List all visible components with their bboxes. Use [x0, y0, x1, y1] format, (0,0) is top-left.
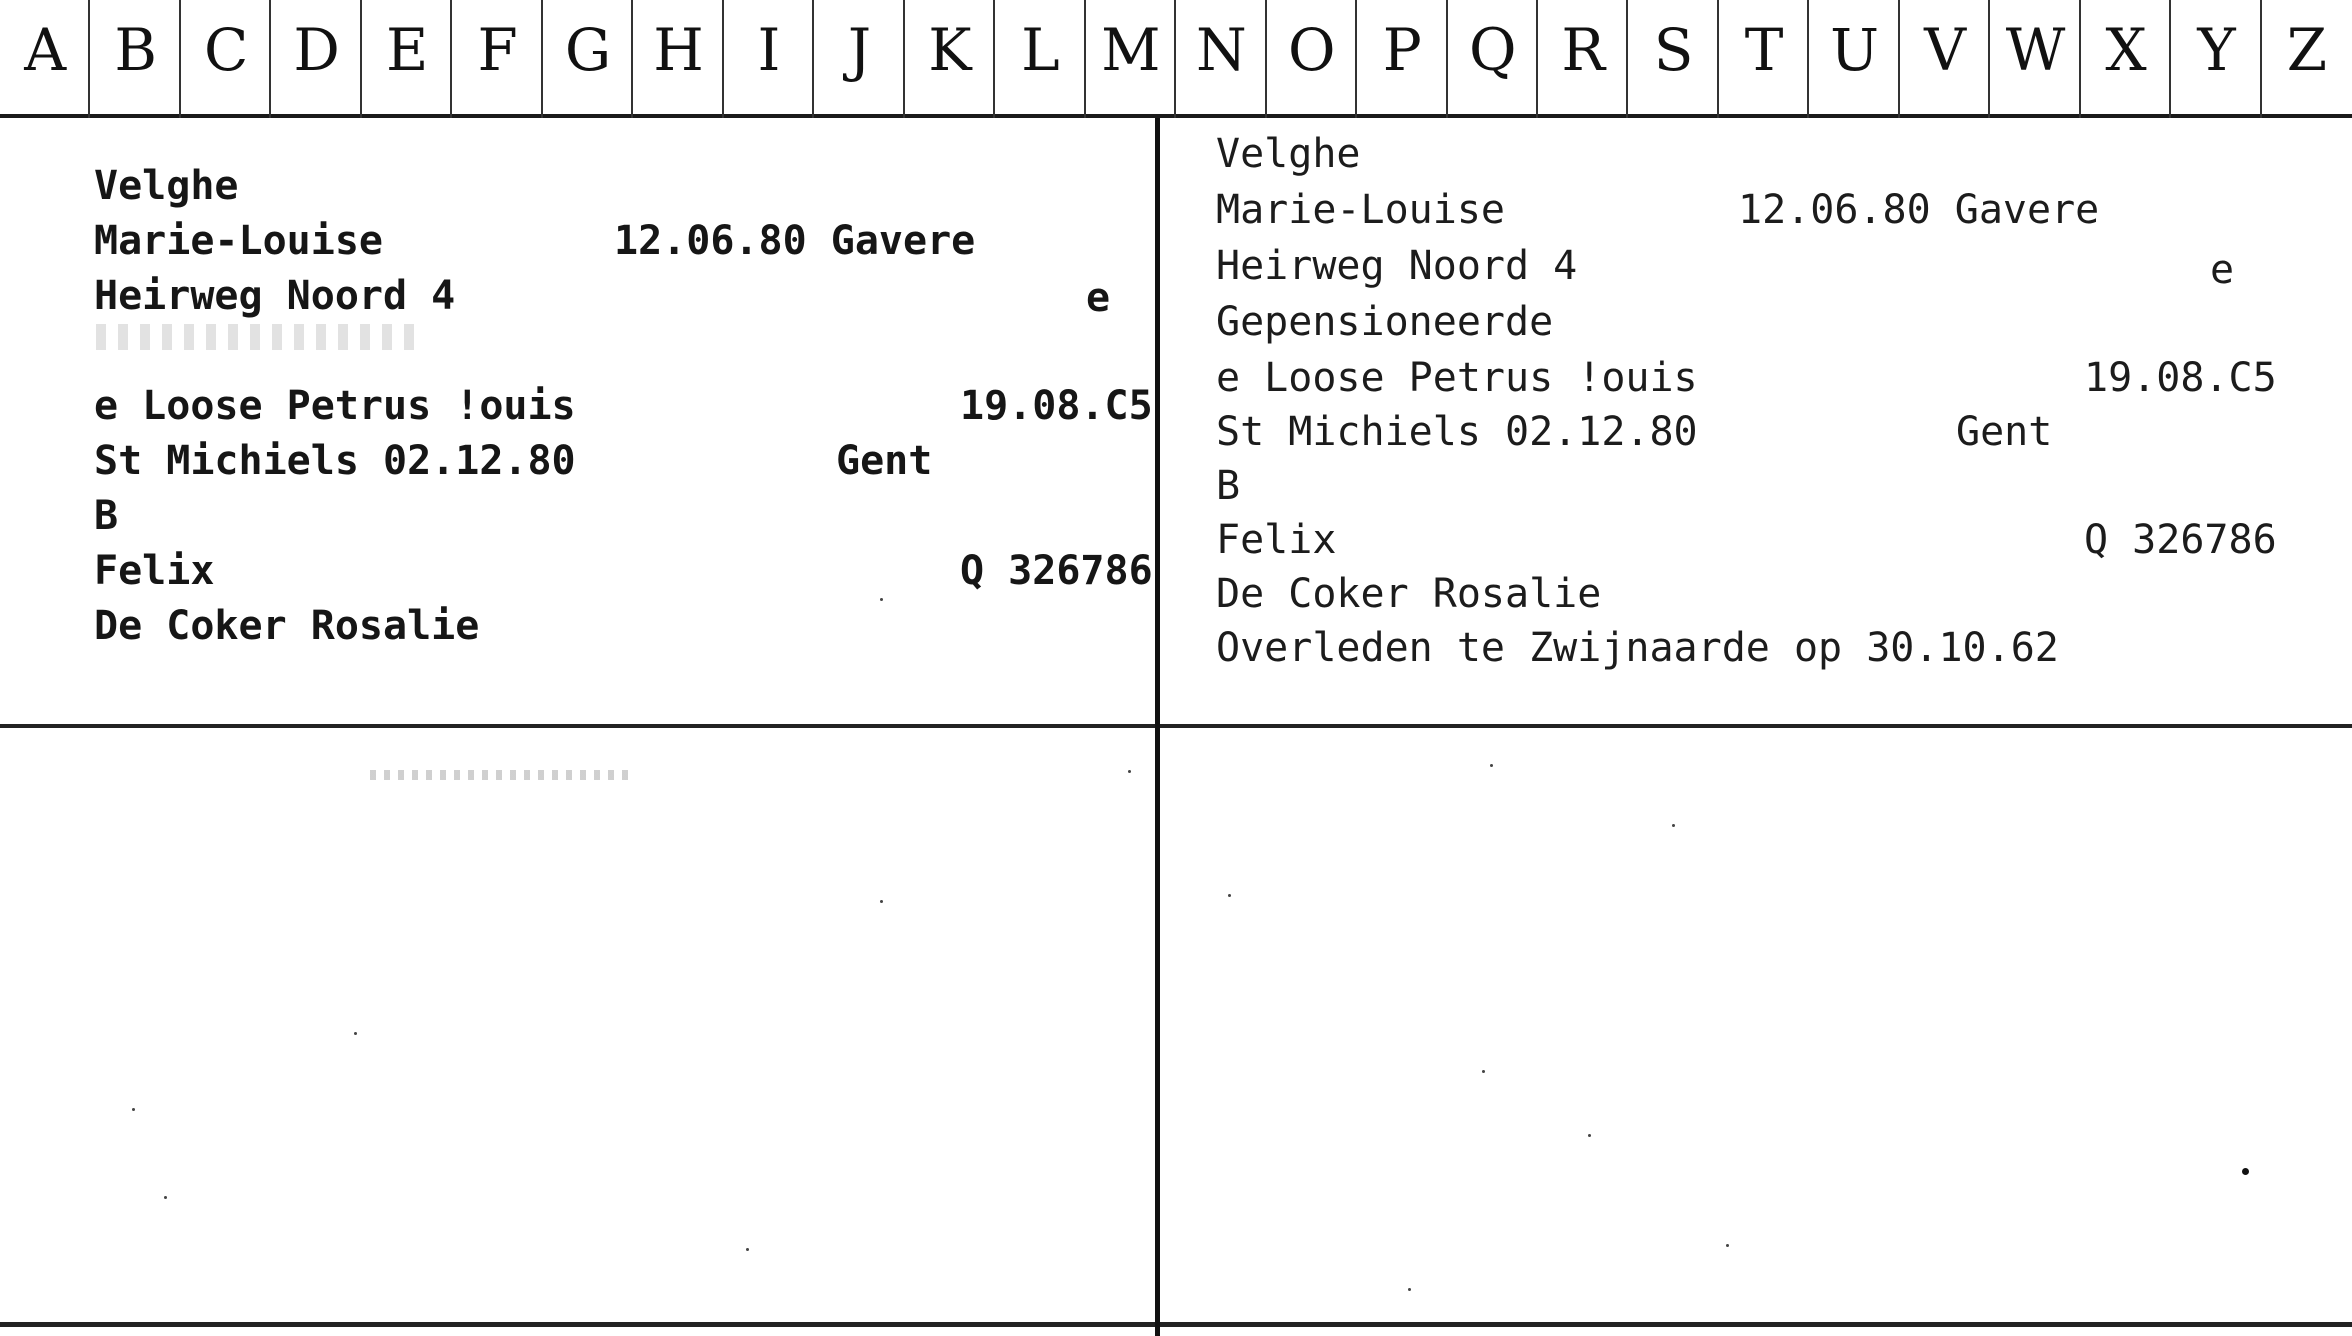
record-number: Q 326786 [960, 548, 1153, 594]
address: Heirweg Noord 4 [94, 273, 456, 319]
index-letter-b: B [90, 0, 180, 114]
mother-name: De Coker Rosalie [1216, 571, 1602, 617]
index-letter-a: A [0, 0, 90, 114]
index-letter-s: S [1628, 0, 1718, 114]
card-left [0, 118, 1160, 1336]
index-letter-v: V [1900, 0, 1990, 114]
mark: e [2210, 247, 2235, 293]
marriage-date: 19.08.C5 [2084, 355, 2277, 401]
father-name: Felix [94, 548, 215, 594]
index-letter-k: K [905, 0, 995, 114]
given-name: Marie-Louise [94, 218, 383, 264]
index-letter-m: M [1086, 0, 1176, 114]
mark: e [1086, 275, 1111, 321]
spouse-birth: St Michiels 02.12.80 [1216, 409, 1698, 455]
index-letter-c: C [181, 0, 271, 114]
spouse-place: Gent [1956, 409, 2053, 455]
speck [2242, 1168, 2249, 1175]
speck [354, 1032, 357, 1035]
spouse-place: Gent [836, 438, 933, 484]
index-letter-y: Y [2171, 0, 2261, 114]
birth-date-place: 12.06.80 Gavere [614, 218, 976, 264]
faded-typing-smudge [96, 324, 416, 350]
speck [1726, 1244, 1729, 1247]
speck [1672, 824, 1675, 827]
speck [1128, 770, 1131, 773]
index-letter-h: H [633, 0, 723, 114]
father-name: Felix [1216, 517, 1337, 563]
death-note: Overleden te Zwijnaarde op 30.10.62 [1216, 625, 2059, 671]
index-letter-q: Q [1448, 0, 1538, 114]
spouse-birth: St Michiels 02.12.80 [94, 438, 576, 484]
alphabet-index [0, 0, 2352, 118]
index-letter-d: D [271, 0, 361, 114]
speck [880, 598, 883, 601]
spouse-name: e Loose Petrus !ouis [94, 383, 576, 429]
given-name: Marie-Louise [1216, 187, 1505, 233]
index-letter-e: E [362, 0, 452, 114]
index-letter-w: W [1990, 0, 2080, 114]
index-letter-n: N [1176, 0, 1266, 114]
speck [1408, 1288, 1411, 1291]
index-letter-f: F [452, 0, 542, 114]
divider-line [1160, 1322, 2352, 1327]
record-number: Q 326786 [2084, 517, 2277, 563]
occupation: Gepensioneerde [1216, 299, 1554, 345]
divider-line [0, 724, 1155, 728]
speck [1482, 1070, 1485, 1073]
index-letter-z: Z [2286, 16, 2328, 84]
index-letter-j: J [814, 0, 904, 114]
index-letter-t: T [1719, 0, 1809, 114]
index-letter-u: U [1809, 0, 1899, 114]
surname: Velghe [94, 163, 239, 209]
divider-line [0, 1322, 1155, 1327]
index-letter-l: L [995, 0, 1085, 114]
speck [1228, 894, 1231, 897]
surname: Velghe [1216, 131, 1361, 177]
faint-marking [370, 770, 630, 780]
category-code: B [94, 493, 119, 539]
address: Heirweg Noord 4 [1216, 243, 1578, 289]
spouse-name: e Loose Petrus !ouis [1216, 355, 1698, 401]
marriage-date: 19.08.C5 [960, 383, 1153, 429]
speck [164, 1196, 167, 1199]
index-letter-g: G [543, 0, 633, 114]
divider-line [1160, 724, 2352, 728]
index-letter-x: X [2081, 0, 2171, 114]
mother-name: De Coker Rosalie [94, 603, 480, 649]
index-letter-r: R [1538, 0, 1628, 114]
speck [880, 900, 883, 903]
speck [1588, 1134, 1591, 1137]
speck [746, 1248, 749, 1251]
speck [1490, 764, 1493, 767]
index-letter-i: I [724, 0, 814, 114]
speck [132, 1108, 135, 1111]
birth-date-place: 12.06.80 Gavere [1738, 187, 2100, 233]
index-letter-o: O [1267, 0, 1357, 114]
category-code: B [1216, 463, 1241, 509]
index-letter-p: P [1357, 0, 1447, 114]
card-right [1160, 118, 2352, 1336]
